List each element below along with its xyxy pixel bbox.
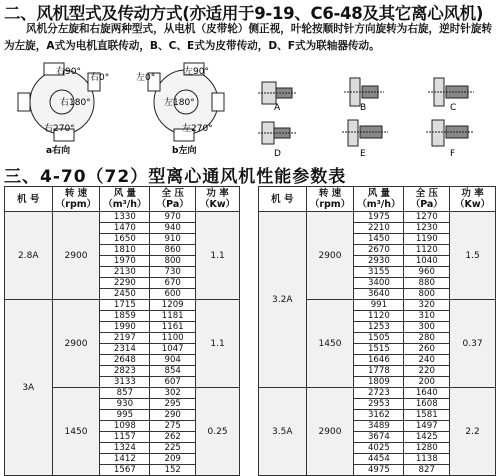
speed-cell: 2900 [52,300,100,388]
right-header-model: 机 号 [259,187,307,212]
right-header-speed: 转 速 （rpm） [306,187,354,212]
pressure-cell: 1425 [404,432,450,443]
section2-heading: 二、风机型式及传动方式(亦适用于9-19、C6-48及其它离心风机) [4,4,484,23]
left-fan-diagram [136,63,224,156]
drive-d-label: D [274,149,281,159]
pressure-cell: 607 [150,377,196,388]
left-header-power: 功 率 （Kw） [196,187,240,212]
right-performance-table [258,186,496,476]
pressure-cell: 240 [404,355,450,366]
left-performance-table [4,186,240,476]
left-header-speed: 转 速 （rpm） [52,187,100,212]
flow-cell: 1324 [100,443,150,454]
speed-cell: 1450 [52,388,100,476]
flow-cell: 1253 [354,322,404,333]
flow-cell: 2314 [100,344,150,355]
power-cell: 0.25 [196,388,240,476]
drive-e-diagram [342,120,388,159]
pressure-cell: 1230 [404,223,450,234]
flow-cell: 4025 [354,443,404,454]
pressure-cell: 1280 [404,443,450,454]
left-fan-angle-270: 左270° [182,124,213,134]
flow-cell: 3400 [354,278,404,289]
flow-cell: 2197 [100,333,150,344]
pressure-cell: 1190 [404,234,450,245]
flow-cell: 1157 [100,432,150,443]
pressure-cell: 1120 [404,245,450,256]
flow-cell: 1715 [100,300,150,311]
drive-c-label: C [450,103,457,113]
pressure-cell: 730 [150,267,196,278]
model-cell: 3.2A [259,212,307,388]
flow-cell: 1330 [100,212,150,223]
flow-cell: 2210 [354,223,404,234]
flow-cell: 1859 [100,311,150,322]
pressure-cell: 1209 [150,300,196,311]
pressure-cell: 970 [150,212,196,223]
section3-heading: 三、4-70（72）型离心通风机性能参数表 [4,167,347,187]
left-header-pressure: 全 压 （Pa） [150,187,196,212]
flow-cell: 1975 [354,212,404,223]
flow-cell: 4975 [354,465,404,476]
flow-cell: 3489 [354,421,404,432]
flow-cell: 991 [354,300,404,311]
pressure-cell: 1040 [404,256,450,267]
pressure-cell: 200 [404,377,450,388]
pressure-cell: 940 [150,223,196,234]
drive-b-label: B [360,103,367,113]
drive-d-diagram [258,122,296,159]
flow-cell: 1778 [354,366,404,377]
pressure-cell: 1581 [404,410,450,421]
flow-cell: 1450 [354,234,404,245]
section2-paragraph: 风机分左旋和右旋两种型式，从电机（皮带轮）侧正视，叶轮按顺时针方向旋转为右旋，逆时针旋转为左旋，A式为电机直联传动，B、C、E式为皮带传动，D、F式为联轴器传动。 [4,23,493,52]
pressure-cell: 827 [404,465,450,476]
pressure-cell: 800 [404,289,450,300]
pressure-cell: 262 [150,432,196,443]
pressure-cell: 1138 [404,454,450,465]
flow-cell: 2953 [354,399,404,410]
pressure-cell: 1270 [404,212,450,223]
flow-cell: 4454 [354,454,404,465]
left-table-header-row [5,187,240,212]
speed-cell: 2900 [306,388,354,476]
flow-cell: 1990 [100,322,150,333]
flow-cell: 3674 [354,432,404,443]
power-cell: 0.37 [450,300,496,388]
flow-cell: 1412 [100,454,150,465]
drive-f-label: F [450,149,456,159]
right-table-header-row [259,187,496,212]
flow-cell: 1505 [354,333,404,344]
pressure-cell: 302 [150,388,196,399]
right-header-power: 功 率 （Kw） [450,187,496,212]
flow-cell: 2290 [100,278,150,289]
pressure-cell: 880 [404,278,450,289]
flow-cell: 1098 [100,421,150,432]
flow-cell: 2670 [354,245,404,256]
drive-b-diagram [344,78,384,113]
pressure-cell: 910 [150,234,196,245]
drive-e-label: E [360,149,366,159]
left-fan-angle-180: 左180° [164,98,195,108]
right-fan-angle-180: 右180° [60,98,91,108]
drive-a-label: A [274,103,281,113]
flow-cell: 1470 [100,223,150,234]
pressure-cell: 209 [150,454,196,465]
pressure-cell: 300 [404,322,450,333]
flow-cell: 3133 [100,377,150,388]
flow-cell: 1567 [100,465,150,476]
flow-cell: 1646 [354,355,404,366]
pressure-cell: 600 [150,289,196,300]
pressure-cell: 260 [404,344,450,355]
power-cell: 2.2 [450,388,496,476]
speed-cell: 2900 [52,212,100,300]
flow-cell: 3162 [354,410,404,421]
pressure-cell: 290 [150,410,196,421]
flow-cell: 2723 [354,388,404,399]
drive-arrangement-figure [254,60,498,160]
right-fan-diagram [18,63,109,156]
drive-a-diagram [258,82,296,113]
right-fan-angle-0: 右0° [90,73,110,83]
fan-rotation-figure [4,57,244,157]
pressure-cell: 275 [150,421,196,432]
pressure-cell: 1161 [150,322,196,333]
drive-c-diagram [428,78,474,113]
pressure-cell: 1497 [404,421,450,432]
drive-f-diagram [426,120,474,159]
pressure-cell: 1608 [404,399,450,410]
pressure-cell: 1047 [150,344,196,355]
flow-cell: 2648 [100,355,150,366]
right-fan-angle-90: 右90° [56,67,81,77]
flow-cell: 1809 [354,377,404,388]
model-cell: 3A [5,300,53,476]
pressure-cell: 904 [150,355,196,366]
flow-cell: 2823 [100,366,150,377]
model-cell: 3.5A [259,388,307,476]
power-cell: 1.1 [196,300,240,388]
speed-cell: 2900 [306,212,354,300]
pressure-cell: 960 [404,267,450,278]
right-header-pressure: 全 压 （Pa） [404,187,450,212]
left-fan-angle-0: 左0° [136,73,156,83]
pressure-cell: 860 [150,245,196,256]
left-header-model: 机 号 [5,187,53,212]
pressure-cell: 1640 [404,388,450,399]
flow-cell: 2130 [100,267,150,278]
table-row [5,300,240,311]
speed-cell: 1450 [306,300,354,388]
left-header-flow: 风 量 （m³/h） [100,187,150,212]
flow-cell: 1970 [100,256,150,267]
pressure-cell: 152 [150,465,196,476]
pressure-cell: 854 [150,366,196,377]
left-fan-caption: b左向 [172,146,197,156]
flow-cell: 3155 [354,267,404,278]
right-fan-caption: a右向 [46,146,71,156]
power-cell: 1.1 [196,212,240,300]
pressure-cell: 1181 [150,311,196,322]
right-header-flow: 风 量 （m³/h） [354,187,404,212]
left-fan-angle-90: 左90° [184,67,209,77]
flow-cell: 930 [100,399,150,410]
flow-cell: 1120 [354,311,404,322]
pressure-cell: 280 [404,333,450,344]
pressure-cell: 670 [150,278,196,289]
pressure-cell: 220 [404,366,450,377]
flow-cell: 1810 [100,245,150,256]
flow-cell: 2450 [100,289,150,300]
flow-cell: 995 [100,410,150,421]
model-cell: 2.8A [5,212,53,300]
pressure-cell: 225 [150,443,196,454]
flow-cell: 857 [100,388,150,399]
table-row [5,212,240,223]
pressure-cell: 800 [150,256,196,267]
flow-cell: 3640 [354,289,404,300]
power-cell: 1.5 [450,212,496,300]
table-row [259,212,496,223]
pressure-cell: 295 [150,399,196,410]
right-fan-angle-270: 右270° [44,124,75,134]
pressure-cell: 310 [404,311,450,322]
pressure-cell: 1100 [150,333,196,344]
flow-cell: 1650 [100,234,150,245]
flow-cell: 1515 [354,344,404,355]
flow-cell: 2930 [354,256,404,267]
table-row [259,388,496,399]
pressure-cell: 320 [404,300,450,311]
